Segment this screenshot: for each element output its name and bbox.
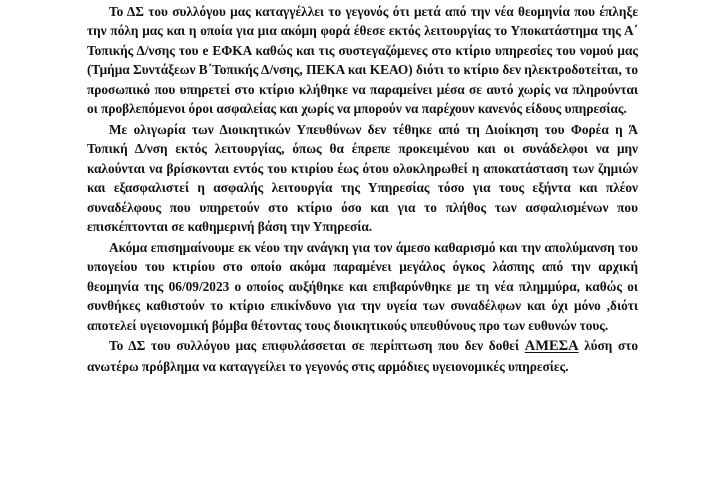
reservation-text-end: λύση στο ανωτέρω πρόβλημα να καταγγείλει το γεγονός στις αρμόδιες υγειονομικές υπηρεσίες. — [87, 338, 638, 374]
paragraph-complaint-intro: Το ΔΣ του συλλόγου μας καταγγέλλει το γεγονός ότι μετά από την νέα θεομηνία που έπληξε την πόλη μας και η οποία για μια ακόμη φορά έθεσε εκτός λειτουργίας το Υποκατάστημα της Α΄ Τοπικής Δ/νσης του e ΕΦΚΑ καθώς και τις συστεγαζόμενες στο κτίριο υπηρεσίες του νομού μας (Τμήμα Συντάξεων Β΄Τοπικής Δ/νσης, ΠΕΚΑ και ΚΕΑΟ) διότι το κτίριο δεν ηλεκτροδοτείται, το προσωπικό που υπηρετεί στο κτίριο κλήθηκε να παραμείνει μέσα σε αυτό χωρίς να πληρούνται οι προβλεπόμενοι όροι ασφαλείας και χωρίς να μπορούν να παρέχουν κανενός είδους υπηρεσίας. — [87, 4, 638, 117]
document-body — [87, 2, 638, 376]
paragraph-administration-negligence: Με ολιγωρία των Διοικητικών Υπευθύνων δεν τέθηκε από τη Διοίκηση του Φορέα η Ά Τοπική Δ/νση εκτός λειτουργίας, όπως θα έπρεπε προκειμένου και οι συνάδελφοι να μην καλούνται να βρίσκονται εντός του κτιρίου έως ότου ολοκληρωθεί η αποκατάσταση των ζημιών και εξασφαλιστεί η ασφαλής λειτουργία της Υπηρεσίας τόσο για τους εξήντα και πλέον συναδέλφους που υπηρετούν στο κτίριο όσο και για το πλήθος των ασφαλισμένων που επισκέπτονται σε καθημερινή βάση την Υπηρεσία. — [87, 121, 638, 234]
paragraph-reservation — [87, 336, 638, 376]
paragraph-basement-cleanup: Ακόμα επισημαίνουμε εκ νέου την ανάγκη για τον άμεσο καθαρισμό και την απολύμανση του υπογείου του κτιρίου στο οποίο ακόμα παραμένει μεγάλος όγκος λάσπης από την αρχική θεομηνία της 06/09/2023 ο οποίος αυξήθηκε και επιβαρύνθηκε με τη νέα πλημμύρα, καθώς οι συνθήκες καθιστούν το κτίριο επικίνδυνο για την υγεία των συναδέλφων και όχι μόνο ,διότι αποτελεί υγειονομική βόμβα θέτοντας τους διοικητικούς υπευθύνους προ των ευθυνών τους. — [87, 239, 638, 333]
emphasis-immediately: ΑΜΕΣΑ — [524, 338, 579, 355]
reservation-text-start: Το ΔΣ του συλλόγου μας επιφυλάσσεται σε περίπτωση που δεν δοθεί — [109, 338, 525, 354]
